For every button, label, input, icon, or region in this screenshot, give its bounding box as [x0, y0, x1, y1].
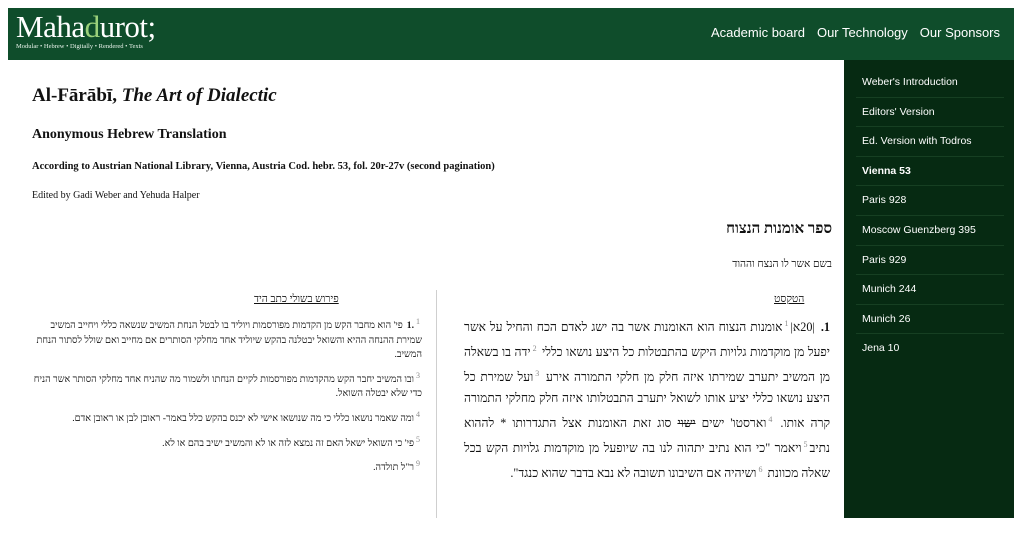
top-nav — [711, 25, 1000, 40]
sidebar-item-webers-introduction[interactable]: Weber's Introduction — [856, 68, 1004, 98]
page-title: Al-Fārābī, The Art of Dialectic — [32, 85, 277, 106]
site-header — [8, 8, 1014, 60]
paragraph-number: 1. — [820, 320, 831, 335]
note-ref[interactable]: 4 — [416, 409, 420, 419]
page-frame — [8, 8, 1014, 518]
note-text: ר"ל תולדה. — [373, 462, 414, 474]
text-segment: אומנות הנצוח הוא האומנות אשר בה ישג לאדם הכח והחיל על אשר יפעל מן מוקדמות גלויות היקש בהתבטלות כל היצע נושאו כללי — [464, 320, 830, 360]
text-segment: וארסטו' ישים — [701, 416, 767, 431]
hebrew-title: ספר אומנות הנצוח — [726, 221, 832, 237]
editors-line: Edited by Gadi Weber and Yehuda Halper — [32, 190, 200, 201]
text-column-heading: הטקסט — [774, 294, 805, 305]
struck-word: ישוי — [677, 416, 696, 431]
page-subtitle: Anonymous Hebrew Translation — [32, 127, 227, 142]
site-logo[interactable] — [16, 10, 156, 51]
column-divider — [436, 290, 437, 518]
footnote-ref[interactable]: 6 — [758, 465, 763, 475]
sidebar-item-editors-version[interactable]: Editors' Version — [856, 98, 1004, 128]
sidebar-item-munich-26[interactable]: Munich 26 — [856, 305, 1004, 335]
folio-marker: |20א| — [790, 320, 815, 335]
main-text-paragraph — [464, 313, 830, 484]
footnote-ref[interactable]: 2 — [532, 344, 537, 354]
notes-column-heading: פירוש בשולי כתב היד — [254, 294, 339, 305]
sidebar-item-jena-10[interactable]: Jena 10 — [862, 342, 900, 355]
note-ref[interactable]: 3 — [416, 370, 420, 380]
text-segment: ויאמר "כי הוא נתיב יתהוה לנו בה שיופעל מן מוקדמות גלויות הקש בכל שאלה מכוונת — [464, 441, 830, 481]
version-sidebar — [844, 60, 1014, 518]
text-segment: ידה בו בשאלה מן המשיב יתערב שמירתו איזה חלק מן חלקי התמורה אירע — [464, 345, 830, 385]
text-segment: לההוא נתיב — [464, 416, 830, 456]
version-list — [844, 60, 1014, 363]
note-item — [24, 369, 422, 402]
footnote-ref[interactable]: 5 — [803, 440, 808, 450]
note-item — [24, 433, 422, 452]
logo-wordmark: Mahadurot; — [16, 9, 156, 44]
note-text: ומה שאמר נושאו כללי כי מה שנושאו אישי לא יכנס בהקש כלל באמר- ראובן לבן או ראובן אדם. — [72, 413, 414, 425]
note-text: ובו המשיב יחבר הקש מהקדמות מפורסמות לקיים הנחתו ולשמור מה שהניח אחד מחלקי הסותר אשר הניח כדי שלא יבטלה השואל. — [33, 373, 422, 400]
text-segment: ושיהיה אם השיבונו תשובה לא נבא בדבר שהוא כנגד". — [510, 466, 757, 481]
nav-our-sponsors[interactable]: Our Sponsors — [919, 25, 1000, 40]
footnote-ref[interactable]: 1 — [784, 319, 789, 328]
nav-academic-board[interactable]: Academic board — [711, 25, 805, 40]
logo-tagline: Modular • Hebrew • Digitally • Rendered • Texts — [16, 43, 143, 50]
note-text: פי' הוא מחבר הקש מן הקדמות מפורסמות ויוליד בו לבטל הנחת המשיב שנשאה כללי ויחייב המשיב שמירת ההנחה ההיא והשואל יבטלנה בהקש שיוליד אחד מחלקי הסותרים אם מחייב ואם שולל לסתור הנחת המשיב. — [36, 320, 422, 361]
note-ref[interactable]: 9 — [416, 459, 420, 469]
text-segment: ועל שמירת כל היצע נושאו כללי יציע אותו לשואל יתערב התבטלותו איזה חלק מחלקי התמורה קרה אותו. — [464, 370, 831, 431]
footnote-ref[interactable]: 3 — [535, 369, 540, 379]
sidebar-item-ed-version-todros[interactable]: Ed. Version with Todros — [856, 127, 1004, 157]
marginal-notes — [24, 315, 422, 482]
footnote-ref[interactable]: 4 — [768, 415, 773, 425]
note-item — [24, 408, 422, 427]
text-segment: סוג זאת האומנות אצל התגדרותו * — [500, 416, 672, 431]
hebrew-blessing: בשם אשר לו הנצח וההוד — [732, 259, 832, 270]
note-ref[interactable]: 1 — [416, 317, 420, 326]
sidebar-item-vienna-53[interactable]: Vienna 53 — [856, 157, 1004, 187]
sidebar-item-munich-244[interactable]: Munich 244 — [856, 275, 1004, 305]
sidebar-item-paris-929[interactable]: Paris 929 — [856, 246, 1004, 276]
nav-our-technology[interactable]: Our Technology — [816, 25, 908, 40]
main-content — [8, 60, 844, 518]
note-item: 1. $^1$פי' הוא מחבר הקש מן הקדמות מפורסמות ויוליד בו לבטל הנחת המשיב שנשאה כללי ויחייב המשיב שמירת ההנחה ההיא והשואל יבטלנה בהקש שיוליד אחד מחלקי הסותרים אם מחייב ואם שולל לסתור הנחת המשיב. — [36, 317, 422, 361]
sidebar-item-paris-928[interactable]: Paris 928 — [856, 186, 1004, 216]
manuscript-source: According to Austrian National Library, Vienna, Austria Cod. hebr. 53, fol. 20r-27v (second pagination) — [32, 161, 495, 172]
sidebar-item-moscow-guenzberg-395[interactable]: Moscow Guenzberg 395 — [856, 216, 1004, 246]
note-ref[interactable]: 5 — [416, 434, 420, 444]
note-item — [24, 457, 422, 476]
note-text: פי' כי השואל ישאל האם זה נמצא לזה או לא והמשיב ישיב בהם או לא. — [162, 437, 414, 449]
